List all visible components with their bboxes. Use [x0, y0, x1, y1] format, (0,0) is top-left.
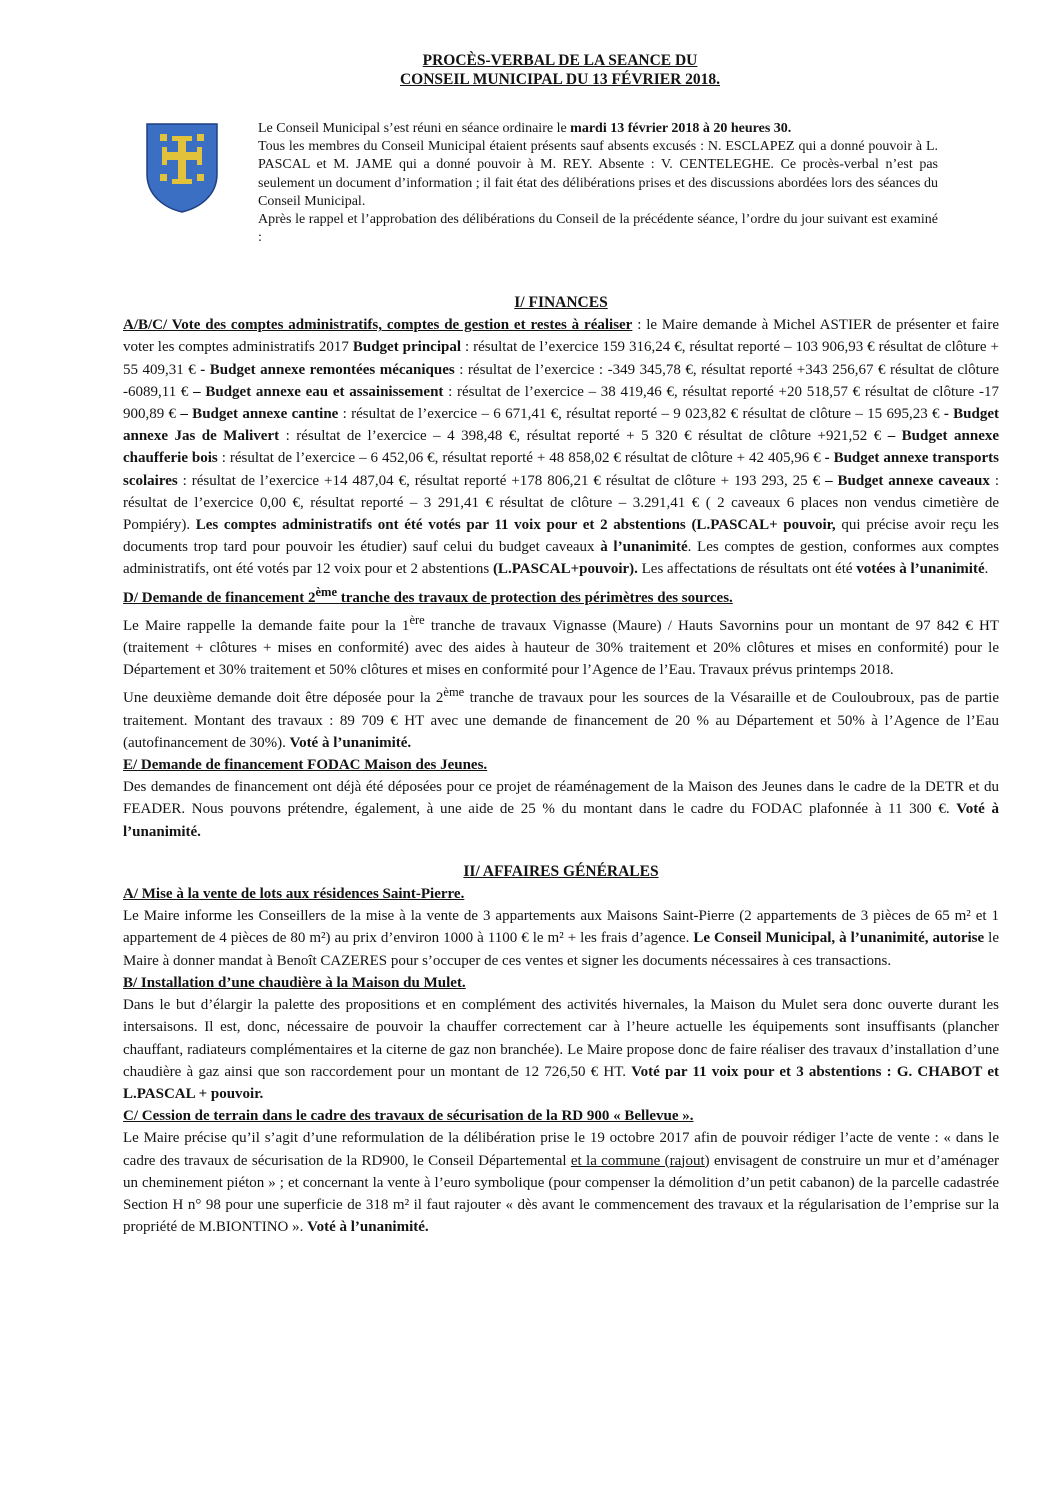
intro-paragraph-2: Tous les membres du Conseil Municipal étaient présents sauf absents excusés : N. ESCLAPEZ qui a donné pouvoir à L. PASCAL et M. JAME qui a donné pouvoir à M. REY. Absente : V. CENTELEGHE. Ce procès-verbal n’est pas seulement un document d’information ; il fait état des délibérations prises et des discussions abordées lors des séances du Conseil Municipal. [258, 139, 938, 209]
vote-result: Voté à l’unanimité. [307, 1219, 429, 1236]
item-a-paragraph: Le Maire informe les Conseillers de la mise à la vente de 3 appartements aux Maisons Saint-Pierre (2 appartements de 3 pièces de 65 m² et 1 appartement de 4 pièces de 80 m²) au prix d’environ 1000 à 1100 € le m² + les frais d’agence. Le Conseil Municipal, à l’unanimité, autorise le Maire à donner mandat à Benoît CAZERES pour s’occuper de ces ventes et signer les documents nécessaires à ces transactions. [123, 908, 1000, 969]
document-title [300, 51, 820, 89]
item-c-paragraph: Le Maire précise qu’il s’agit d’une reformulation de la délibération prise le 19 octobre 2017 afin de pouvoir rédiger l’acte de vente : « dans le cadre des travaux de sécurisation de la RD900, le Conseil Départemental et la commune (rajout) envisagent de construire un mur et d’aménager un cheminement piéton » ; et concernant la vente à l’euro symbolique (pour compenser la démolition d’un petit cabanon) de la parcelle cadastrée Section H n° 98 pour une superficie de 318 m² il faut rajouter « dès avant le commencement des travaux et la régularisation de l’emprise sur la propriété de M.BIONTINO ». Voté à l’unanimité. [123, 1130, 999, 1236]
item-e-title: E/ Demande de financement FODAC Maison des Jeunes. [123, 757, 488, 774]
intro-paragraph-1: Le Conseil Municipal s’est réuni en séance ordinaire le mardi 13 février 2018 à 20 heures 30. [258, 121, 792, 136]
minutes-body [123, 292, 999, 1238]
section-heading-affaires-generales: II/ AFFAIRES GÉNÉRALES [463, 862, 659, 880]
vote-result: Voté à l’unanimité. [123, 801, 1000, 840]
vote-result: Voté à l’unanimité. [289, 734, 412, 751]
session-date: mardi 13 février 2018 à 20 heures 30. [570, 121, 792, 136]
item-abc-paragraph: A/B/C/ Vote des comptes administratifs, comptes de gestion et restes à réaliser : le Maire demande à Michel ASTIER de présenter et faire voter les comptes administratifs 2017 Budget principal : résultat de l’exercice 159 316,24 €, résultat reporté – 103 906,93 € résultat de clôture + 55 409,31 € - Budget annexe remontées mécaniques : résultat de l’exercice : -349 345,78 €, résultat reporté +343 256,67 € résultat de clôture -6089,11 € – Budget annexe eau et assainissement : résultat de l’exercice – 38 419,46 €, résultat reporté +20 518,57 € résultat de clôture -17 900,89 € – Budget annexe cantine : résultat de l’exercice – 6 671,41 €, résultat reporté – 9 023,82 € résultat de clôture – 15 695,23 € - Budget annexe Jas de Malivert : résultat de l’exercice – 4 398,48 €, résultat reporté + 5 320 € résultat de clôture +921,52 € – Budget annexe chaufferie bois : résultat de l’exercice – 6 452,06 €, résultat reporté + 48 858,02 € résultat de clôture + 42 405,96 € - Budget annexe transports scolaires : résultat de l’exercice +14 487,04 €, résultat reporté +178 806,21 € résultat de clôture + 193 293, 25 € – Budget annexe caveaux : résultat de l’exercice 0,00 €, résultat reporté – 3 291,41 € résultat de clôture – 3.291,41 € ( 2 caveaux 6 places non vendus cimetière de Pompiéry). Les comptes administratifs ont été votés par 11 voix pour et 2 abstentions (L.PASCAL+ pouvoir, qui précise avoir reçu les documents trop tard pour pouvoir les étudier) sauf celui du budget caveaux à l’unanimité. Les comptes de gestion, conformes aux comptes administratifs, ont été votés par 12 voix pour et 2 abstentions (L.PASCAL+pouvoir). Les affectations de résultats ont été votées à l’unanimité. [123, 317, 1000, 578]
vote-result: Voté par 11 voix pour et 3 abstentions : G. CHABOT et L.PASCAL + pouvoir. [123, 1063, 999, 1102]
item-d-paragraph-1: Le Maire rappelle la demande faite pour la 1ère tranche de travaux Vignasse (Maure) / Hauts Savornins pour un montant de 97 842 € HT (traitement + clôtures + mises en conformité) avec des aides à hauteur de 30% traitement et 20% clôtures et mises en conformité) pour le Département et 30% traitement et 50% clôtures et mises en conformité pour l’Agence de l’Eau. Travaux prévus printemps 2018. [123, 612, 1000, 679]
section-heading-finances: I/ FINANCES [514, 294, 608, 311]
coat-of-arms-icon [145, 122, 219, 214]
title-line-2: CONSEIL MUNICIPAL DU 13 FÉVRIER 2018. [399, 71, 721, 88]
item-b-paragraph: Dans le but d’élargir la palette des propositions et en complément des activités hivernales, la Maison du Mulet sera donc ouverte durant les intersaisons. Il est, donc, nécessaire de pouvoir la chauffer correctement car à l’heure actuelle les équipements sont insuffisants (plancher chauffant, radiateurs complémentaires et la citerne de gaz non branchée). Le Maire propose donc de faire réaliser des travaux d’installation d’une chaudière à gaz ainsi que son raccordement pour un montant de 12 726,50 € HT. Voté par 11 voix pour et 3 abstentions : G. CHABOT et L.PASCAL + pouvoir. [123, 997, 999, 1102]
item-b-title: B/ Installation d’une chaudière à la Maison du Mulet. [123, 974, 466, 991]
intro-paragraph-3: Après le rappel et l’approbation des délibérations du Conseil de la précédente séance, l’ordre du jour suivant est examiné : [258, 212, 938, 246]
item-c-title: C/ Cession de terrain dans le cadre des travaux de sécurisation de la RD 900 « Bellevue ». [123, 1108, 694, 1125]
item-a-title: A/ Mise à la vente de lots aux résidences Saint-Pierre. [123, 886, 465, 903]
item-d-title: D/ Demande de financement 2ème tranche des travaux de protection des périmètres des sources. [123, 584, 733, 606]
item-abc-title: A/B/C/ Vote des comptes administratifs, comptes de gestion et restes à réaliser [123, 317, 633, 334]
title-line-1: PROCÈS-VERBAL DE LA SEANCE DU [422, 52, 698, 69]
item-e-paragraph: Des demandes de financement ont déjà été déposées pour ce projet de réaménagement de la Maison des Jeunes dans le cadre de la DETR et du FEADER. Nous pouvons prétendre, également, à une aide de 25 % du montant dans le cadre du FODAC plafonnée à 11 300 €. Voté à l’unanimité. [123, 779, 1000, 840]
introduction [258, 120, 938, 247]
item-d-paragraph-2: Une deuxième demande doit être déposée pour la 2ème tranche de travaux pour les sources de la Vésaraille et de Couloubroux, pas de partie traitement. Montant des travaux : 89 709 € HT avec une demande de financement de 20 % au Département et 50% à l’Agence de l’Eau (autofinancement de 30%). Voté à l’unanimité. [123, 685, 1000, 751]
